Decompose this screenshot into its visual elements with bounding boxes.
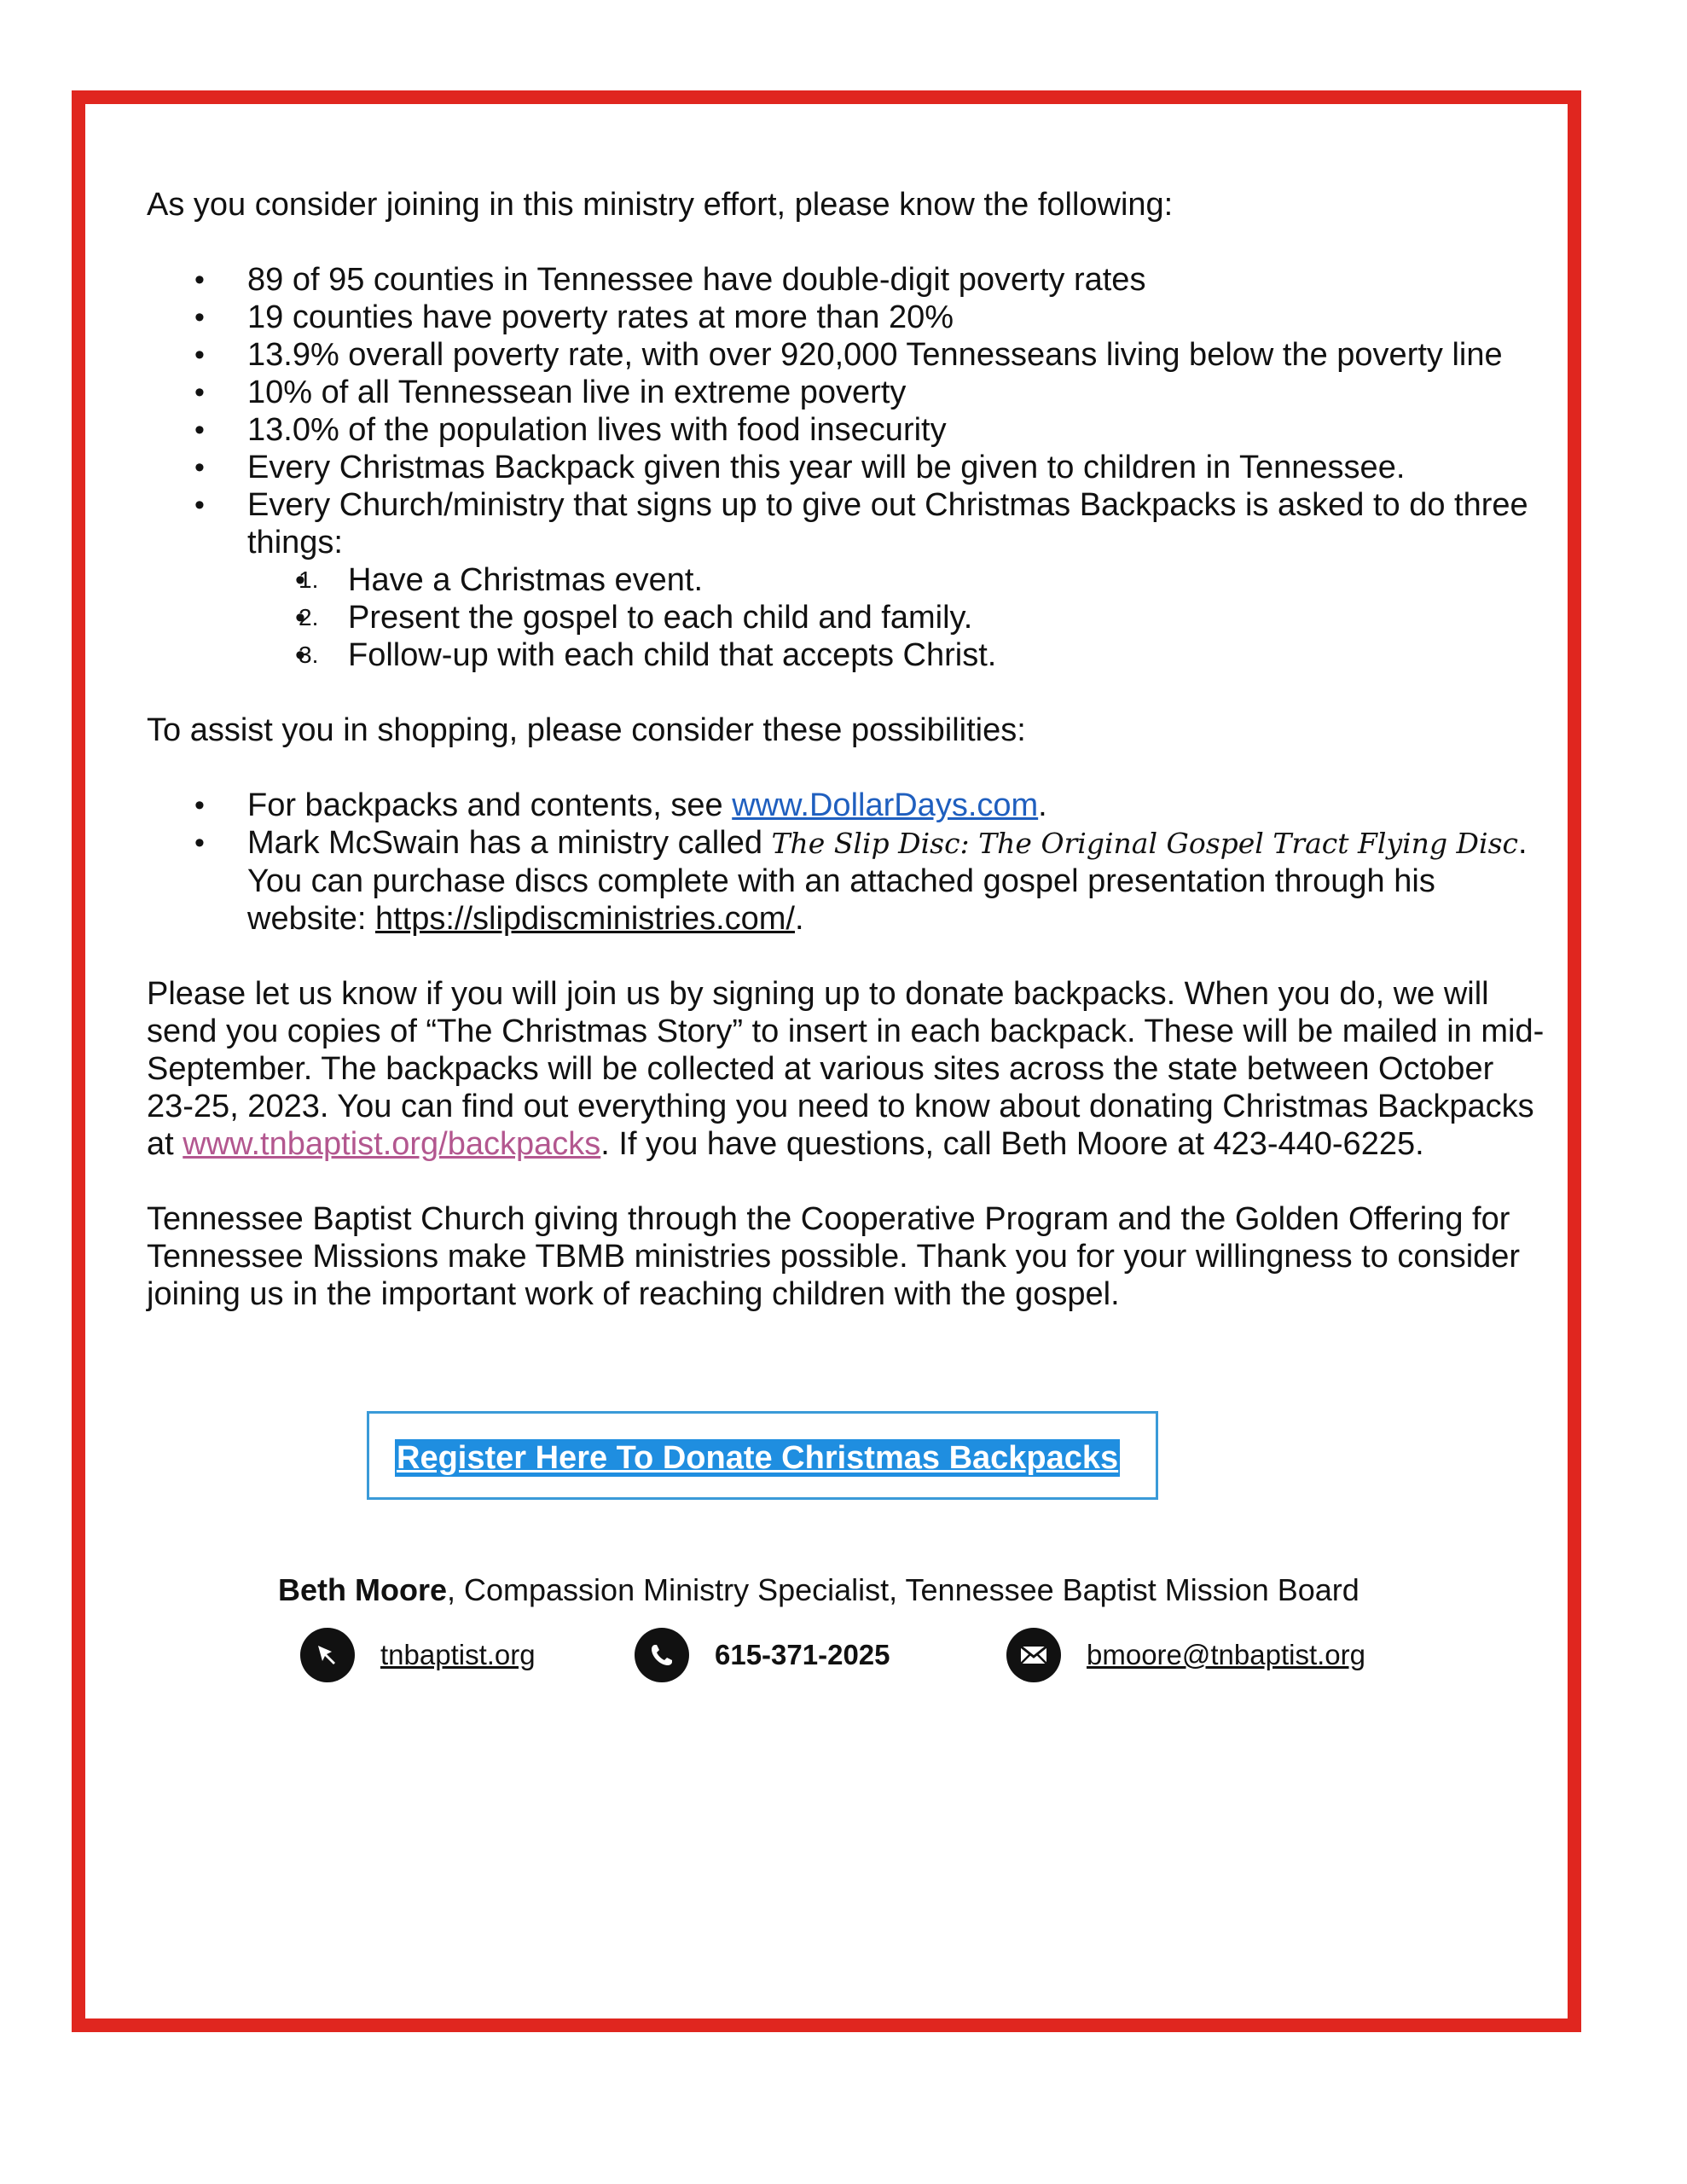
list-item: • 19 counties have poverty rates at more than 20%	[247, 299, 1545, 336]
phone-icon	[635, 1628, 689, 1682]
shopping-item-text: For backpacks and contents, see	[247, 787, 733, 823]
phone-number: 615-371-2025	[715, 1639, 890, 1670]
list-item: • 13.0% of the population lives with food insecurity	[247, 411, 1545, 449]
list-item: • 13.9% overall poverty rate, with over 920,000 Tennesseans living below the poverty line	[247, 336, 1545, 374]
envelope-icon	[1006, 1628, 1061, 1682]
list-item: • Every Christmas Backpack given this year will be given to children in Tennessee.	[247, 449, 1545, 486]
contact-email	[1006, 1628, 1365, 1682]
signature-line	[278, 1571, 1359, 1609]
letter-body	[147, 186, 1545, 1313]
signup-paragraph	[147, 975, 1545, 1163]
contact-phone	[635, 1628, 890, 1682]
list-item-text: Every Church/ministry that signs up to give out Christmas Backpacks is asked to do three things:	[247, 487, 1528, 561]
step-item	[299, 599, 1545, 636]
step-text: Follow-up with each child that accepts Christ.	[348, 637, 997, 673]
contact-website	[300, 1628, 536, 1682]
list-item: • 89 of 95 counties in Tennessee have double-digit poverty rates	[247, 261, 1545, 299]
email-link[interactable]: bmoore@tnbaptist.org	[1087, 1639, 1366, 1670]
step-item	[299, 636, 1545, 674]
backpacks-link[interactable]: www.tnbaptist.org/backpacks	[183, 1126, 601, 1162]
register-box	[367, 1411, 1158, 1500]
shopping-list	[147, 787, 1545, 938]
step-number: • 3.	[299, 642, 319, 668]
facts-list	[147, 261, 1545, 674]
cursor-arrow-icon	[300, 1628, 355, 1682]
list-item	[247, 486, 1545, 674]
step-number: • 2.	[299, 604, 319, 630]
list-item	[247, 787, 1545, 824]
shopping-item-suffix: .	[1038, 787, 1047, 823]
slip-disc-title: The Slip Disc: The Original Gospel Tract Flying Disc	[771, 827, 1518, 860]
slipdisc-link[interactable]: https://slipdiscministries.com/	[374, 901, 795, 937]
closing-paragraph: Tennessee Baptist Church giving through the Cooperative Program and the Golden Offering for Tennessee Missions make TBMB ministries possible. Thank you for your willingness to consider joining us in the important work of reaching children with the gospel.	[147, 1201, 1521, 1312]
dollardays-link[interactable]: www.DollarDays.com	[732, 787, 1039, 823]
signature-name: Beth Moore	[278, 1572, 447, 1607]
shopping-intro: To assist you in shopping, please consider these possibilities:	[147, 712, 1026, 748]
website-link[interactable]: tnbaptist.org	[380, 1639, 536, 1670]
intro-text: As you consider joining in this ministry effort, please know the following:	[147, 187, 1174, 223]
shopping-item-text: Mark McSwain has a ministry called	[247, 825, 772, 861]
list-item	[247, 824, 1545, 938]
signup-text: Please let us know if you will join us by signing up to donate backpacks. When you do, we will send you copies of “The Christmas Story” to insert in each backpack. These will be mailed in mid-September. The backpacks will be collected at various sites across the state between October 23-25, 2023. You can find out everything you need to know about donating Christmas Backpacks at	[147, 976, 1545, 1162]
signup-text-end: . If you have questions, call Beth Moore at 423-440-6225.	[600, 1126, 1424, 1162]
shopping-item-suffix: .	[794, 901, 804, 937]
steps-list	[247, 561, 1545, 674]
list-item: • 10% of all Tennessean live in extreme poverty	[247, 374, 1545, 411]
register-button[interactable]: Register Here To Donate Christmas Backpacks	[397, 1440, 1119, 1476]
step-number: • 1.	[299, 566, 319, 593]
signature-title: , Compassion Ministry Specialist, Tennessee Baptist Mission Board	[447, 1572, 1359, 1607]
step-item	[299, 561, 1545, 599]
step-text: Present the gospel to each child and family.	[348, 600, 973, 636]
shopping-item-text: . You can purchase discs complete with an attached gospel presentation through his website:	[247, 825, 1528, 937]
step-text: Have a Christmas event.	[348, 562, 704, 598]
